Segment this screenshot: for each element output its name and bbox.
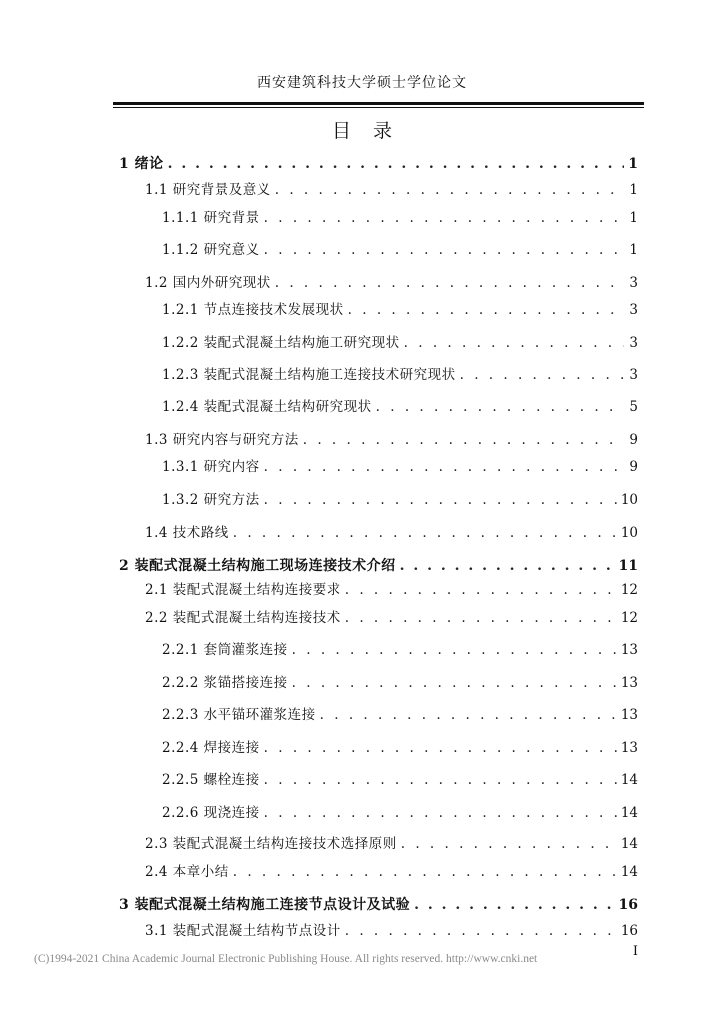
toc-entry-subsection[interactable] bbox=[162, 457, 638, 477]
toc-entry-subsection[interactable] bbox=[162, 240, 638, 260]
toc-entry-page: 12 bbox=[620, 582, 638, 598]
toc-entry-page: 9 bbox=[629, 459, 638, 475]
toc-entry-page: 3 bbox=[629, 302, 638, 318]
toc-entry-section[interactable] bbox=[145, 430, 638, 450]
toc-entry-section[interactable] bbox=[145, 921, 638, 941]
toc-entry-chapter-1[interactable] bbox=[119, 154, 638, 174]
toc-entry-page: 9 bbox=[629, 432, 638, 448]
toc-entry-label: 3 装配式混凝土结构施工连接节点设计及试验 bbox=[119, 897, 411, 913]
toc-entry-section[interactable] bbox=[145, 580, 638, 600]
dot-leader bbox=[320, 705, 617, 725]
toc-entry-page: 14 bbox=[620, 864, 638, 880]
toc-entry-page: 13 bbox=[620, 707, 638, 723]
toc-entry-label: 3.1 装配式混凝土结构节点设计 bbox=[145, 923, 341, 939]
toc-entry-label: 1.2.4 装配式混凝土结构研究现状 bbox=[162, 399, 372, 415]
toc-entry-section[interactable] bbox=[145, 608, 638, 628]
dot-leader bbox=[292, 640, 617, 660]
toc-entry-section[interactable] bbox=[145, 834, 638, 854]
toc-entry-subsection[interactable] bbox=[162, 397, 638, 417]
dot-leader bbox=[275, 180, 624, 200]
copyright-footer: (C)1994-2021 China Academic Journal Electronic Publishing House. All rights reserved. http://www.cnki.net bbox=[34, 953, 538, 965]
toc-entry-page: 12 bbox=[620, 610, 638, 626]
toc-entry-label: 2.2.6 现浇连接 bbox=[162, 805, 260, 821]
toc-entry-label: 1.1 研究背景及意义 bbox=[145, 182, 271, 198]
toc-entry-page: 14 bbox=[620, 836, 638, 852]
dot-leader bbox=[264, 803, 617, 823]
toc-entry-label: 1.2.1 节点连接技术发展现状 bbox=[162, 302, 344, 318]
toc-entry-label: 1.2.3 装配式混凝土结构施工连接技术研究现状 bbox=[162, 367, 456, 383]
toc-entry-subsection[interactable] bbox=[162, 770, 638, 790]
dot-leader bbox=[348, 300, 624, 320]
toc-entry-subsection[interactable] bbox=[162, 333, 638, 353]
toc-entry-label: 2.2.3 水平锚环灌浆连接 bbox=[162, 707, 316, 723]
toc-entry-label: 1 绪论 bbox=[119, 156, 164, 172]
toc-entry-label: 2.2.5 螺栓连接 bbox=[162, 772, 260, 788]
toc-heading: 目录 bbox=[331, 120, 414, 142]
toc-entry-label: 1.4 技术路线 bbox=[145, 525, 229, 541]
toc-entry-subsection[interactable] bbox=[162, 490, 638, 510]
running-header: 西安建筑科技大学硕士学位论文 bbox=[257, 75, 467, 91]
dot-leader bbox=[264, 240, 624, 260]
toc-entry-label: 1.2.2 装配式混凝土结构施工研究现状 bbox=[162, 335, 400, 351]
toc-entry-page: 3 bbox=[629, 275, 638, 291]
toc-entry-page: 5 bbox=[629, 399, 638, 415]
dot-leader bbox=[264, 490, 617, 510]
toc-entry-subsection[interactable] bbox=[162, 640, 638, 660]
toc-entry-page: 1 bbox=[628, 156, 638, 172]
dot-leader bbox=[233, 862, 617, 882]
toc-entry-section[interactable] bbox=[145, 273, 638, 293]
toc-entry-label: 2.2 装配式混凝土结构连接技术 bbox=[145, 610, 341, 626]
toc-entry-label: 1.2 国内外研究现状 bbox=[145, 275, 271, 291]
toc-entry-page: 11 bbox=[618, 558, 638, 574]
toc-entry-subsection[interactable] bbox=[162, 208, 638, 228]
dot-leader bbox=[264, 738, 617, 758]
toc-entry-section[interactable] bbox=[145, 180, 638, 200]
toc-entry-page: 1 bbox=[629, 182, 638, 198]
toc-entry-label: 2.2.1 套筒灌浆连接 bbox=[162, 642, 288, 658]
toc-entry-page: 3 bbox=[629, 335, 638, 351]
toc-entry-label: 1.3 研究内容与研究方法 bbox=[145, 432, 299, 448]
dot-leader bbox=[404, 333, 624, 353]
toc-entry-page: 13 bbox=[620, 740, 638, 756]
dot-leader bbox=[275, 273, 624, 293]
page-number: I bbox=[632, 944, 638, 959]
toc-entry-page: 16 bbox=[618, 897, 638, 913]
dot-leader bbox=[345, 921, 617, 941]
toc-entry-page: 1 bbox=[629, 210, 638, 226]
dot-leader bbox=[401, 834, 617, 854]
toc-entry-subsection[interactable] bbox=[162, 673, 638, 693]
dot-leader bbox=[264, 208, 624, 228]
toc-entry-subsection[interactable] bbox=[162, 803, 638, 823]
dot-leader bbox=[303, 430, 624, 450]
toc-entry-page: 10 bbox=[620, 525, 638, 541]
dot-leader bbox=[264, 770, 617, 790]
toc-entry-label: 2.2.2 浆锚搭接连接 bbox=[162, 675, 288, 691]
dot-leader bbox=[376, 397, 624, 417]
dot-leader bbox=[414, 895, 614, 915]
toc-entry-section[interactable] bbox=[145, 862, 638, 882]
toc-entry-page: 3 bbox=[629, 367, 638, 383]
toc-entry-subsection[interactable] bbox=[162, 365, 638, 385]
toc-entry-label: 2.1 装配式混凝土结构连接要求 bbox=[145, 582, 341, 598]
toc-entry-label: 2.3 装配式混凝土结构连接技术选择原则 bbox=[145, 836, 397, 852]
toc-entry-subsection[interactable] bbox=[162, 300, 638, 320]
toc-entry-page: 14 bbox=[620, 772, 638, 788]
toc-entry-page: 10 bbox=[620, 492, 638, 508]
dot-leader bbox=[168, 154, 624, 174]
toc-entry-chapter-3[interactable] bbox=[119, 895, 638, 915]
toc-entry-page: 13 bbox=[620, 675, 638, 691]
toc-entry-page: 13 bbox=[620, 642, 638, 658]
toc-entry-label: 2 装配式混凝土结构施工现场连接技术介绍 bbox=[119, 558, 396, 574]
toc-entry-section[interactable] bbox=[145, 523, 638, 543]
dot-leader bbox=[292, 673, 617, 693]
dot-leader bbox=[264, 457, 624, 477]
dot-leader bbox=[460, 365, 624, 385]
toc-entry-page: 1 bbox=[629, 242, 638, 258]
toc-entry-chapter-2[interactable] bbox=[119, 556, 638, 576]
dot-leader bbox=[345, 608, 617, 628]
toc-entry-label: 2.2.4 焊接连接 bbox=[162, 740, 260, 756]
dot-leader bbox=[345, 580, 617, 600]
toc-entry-page: 14 bbox=[620, 805, 638, 821]
toc-entry-page: 16 bbox=[620, 923, 638, 939]
toc-entry-subsection[interactable] bbox=[162, 705, 638, 725]
toc-entry-label: 2.4 本章小结 bbox=[145, 864, 229, 880]
toc-entry-label: 1.3.1 研究内容 bbox=[162, 459, 260, 475]
toc-entry-subsection[interactable] bbox=[162, 738, 638, 758]
toc-entry-label: 1.1.1 研究背景 bbox=[162, 210, 260, 226]
dot-leader bbox=[400, 556, 615, 576]
dot-leader bbox=[233, 523, 617, 543]
toc-entry-label: 1.3.2 研究方法 bbox=[162, 492, 260, 508]
toc-entry-label: 1.1.2 研究意义 bbox=[162, 242, 260, 258]
